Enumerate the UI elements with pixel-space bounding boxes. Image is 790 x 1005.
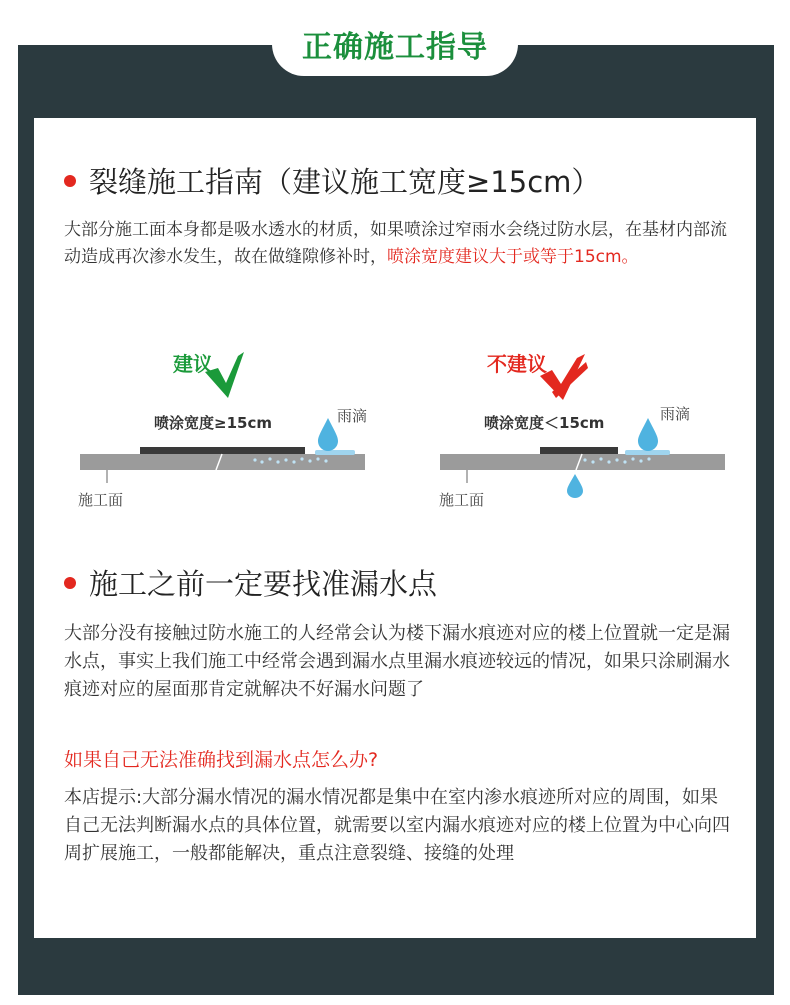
section-heading-find-leak [64, 562, 437, 603]
coating-layer-left [140, 447, 305, 454]
rain-label-right: 雨滴 [660, 405, 691, 423]
faq-question: 如果自己无法准确找到漏水点怎么办? [64, 749, 379, 771]
water-puddle-left [315, 450, 355, 455]
section-heading-text: 施工之前一定要找准漏水点 [89, 567, 438, 601]
raindrop-icon-right [638, 418, 658, 451]
paragraph-highlight: 喷涂宽度建议大于或等于15cm。 [387, 247, 639, 267]
surface-label-left: 施工面 [78, 491, 124, 509]
surface-slab-right [440, 454, 725, 470]
page-title: 正确施工指导 [302, 30, 488, 65]
faq-answer-paragraph: 本店提示:大部分漏水情况的漏水情况都是集中在室内渗水痕迹所对应的周围，如果自己无法判断漏水点的具体位置，就需要以室内漏水痕迹对应的楼上位置为中心向四周扩展施工，一般都能解决，重点注意裂缝、接缝的处理 [64, 787, 730, 864]
coating-layer-right [540, 447, 618, 454]
width-label-left: 喷涂宽度≥15cm [154, 414, 272, 432]
rain-label-left: 雨滴 [337, 407, 368, 425]
verdict-not-recommended: 不建议 [487, 352, 547, 376]
paragraph-text: 大部分施工面本身都是吸水透水的材质，如果喷涂过窄雨水会绕过防水层，在基材内部流动造成再次渗水发生，故在做缝隙修补时， [64, 220, 727, 267]
surface-label-right: 施工面 [439, 491, 485, 509]
width-label-right: 喷涂宽度＜15cm [484, 414, 605, 432]
raindrop-icon-left [318, 418, 338, 451]
bullet-dot-icon [64, 577, 76, 589]
leak-drop-icon [567, 474, 583, 498]
verdict-recommended: 建议 [173, 352, 213, 376]
surface-slab-left [80, 454, 365, 470]
section-heading-text: 裂缝施工指南（建议施工宽度≥15cm） [89, 165, 601, 199]
find-leak-paragraph: 大部分没有接触过防水施工的人经常会认为楼下漏水痕迹对应的楼上位置就一定是漏水点，事实上我们施工中经常会遇到漏水点里漏水痕迹较远的情况，如果只涂刷漏水痕迹对应的屋面那肯定就解决不好漏水问题了 [64, 623, 730, 700]
